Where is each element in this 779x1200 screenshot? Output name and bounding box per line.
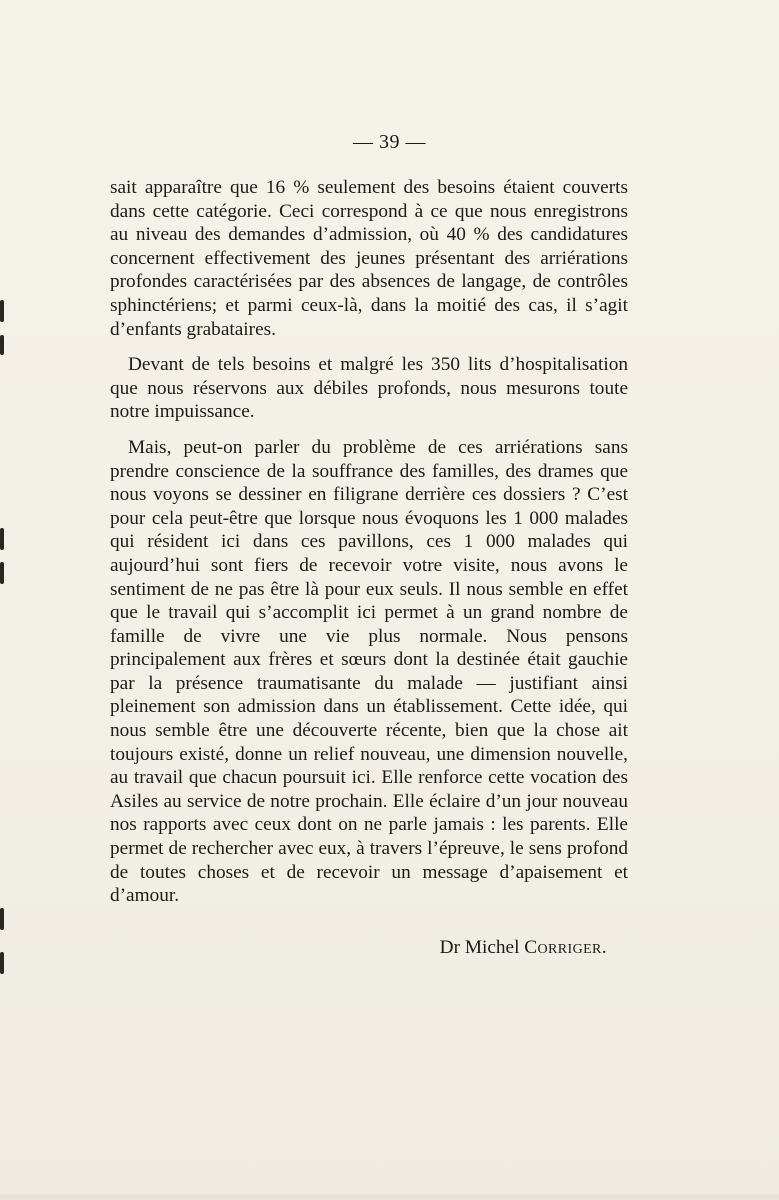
binding-mark xyxy=(0,528,4,550)
page-number: — 39 — xyxy=(353,131,426,153)
signature-surname: Corriger. xyxy=(524,937,607,958)
binding-mark xyxy=(0,300,4,322)
binding-mark xyxy=(0,562,4,584)
signature xyxy=(440,937,607,959)
binding-mark xyxy=(0,335,4,355)
paragraph: sait apparaître que 16 % seulement des besoins étaient couverts dans cette catégorie. Ceci correspond à ce que nous enregistrons au niveau des demandes d’admission, où 40 % des candidatures concernent effectivement des jeunes présentant des arriérations profondes caractérisées par des absences de langage, de contrôles sphinctériens; et parmi ceux-là, dans la moitié des cas, il s’agit d’enfants grabataires. xyxy=(110,177,628,340)
body-text xyxy=(110,176,628,920)
signature-name: Dr Michel xyxy=(439,937,520,958)
binding-mark xyxy=(0,952,4,974)
paragraph: Mais, peut-on parler du problème de ces arriérations sans prendre conscience de la souffrance des familles, des drames que nous voyons se dessiner en filigrane derrière ces dossiers ? C’est pour cela peut-être que lorsque nous évoquons les 1 000 malades qui résident ici dans ces pavillons, ces 1 000 malades qui aujourd’hui sont fiers de recevoir votre visite, nous avons le sentiment de ne pas être là pour eux seuls. Il nous semble en effet que le travail qui s’accomplit ici permet à un grand nombre de famille de vivre une vie plus normale. Nous pensons principalement aux frères et sœurs dont la destinée était gauchie par la présence traumatisante du malade — justifiant ainsi pleinement son admission dans un établissement. Cette idée, qui nous semble être une découverte récente, bien que la chose ait toujours existé, donne un relief nouveau, une dimension nouvelle, au travail que chacun poursuit ici. Elle renforce cette vocation des Asiles au service de notre prochain. Elle éclaire d’un jour nouveau nos rapports avec ceux dont on ne parle jamais : les parents. Elle permet de rechercher avec eux, à travers l’épreuve, le sens profond de toutes choses et de recevoir un message d’apaisement et d’amour. xyxy=(110,436,628,907)
binding-mark xyxy=(0,908,4,930)
page-bottom-edge xyxy=(0,1194,779,1200)
paragraph: Devant de tels besoins et malgré les 350 lits d’hospitalisation que nous réservons aux débiles profonds, nous mesurons toute notre impuissance. xyxy=(110,354,628,423)
